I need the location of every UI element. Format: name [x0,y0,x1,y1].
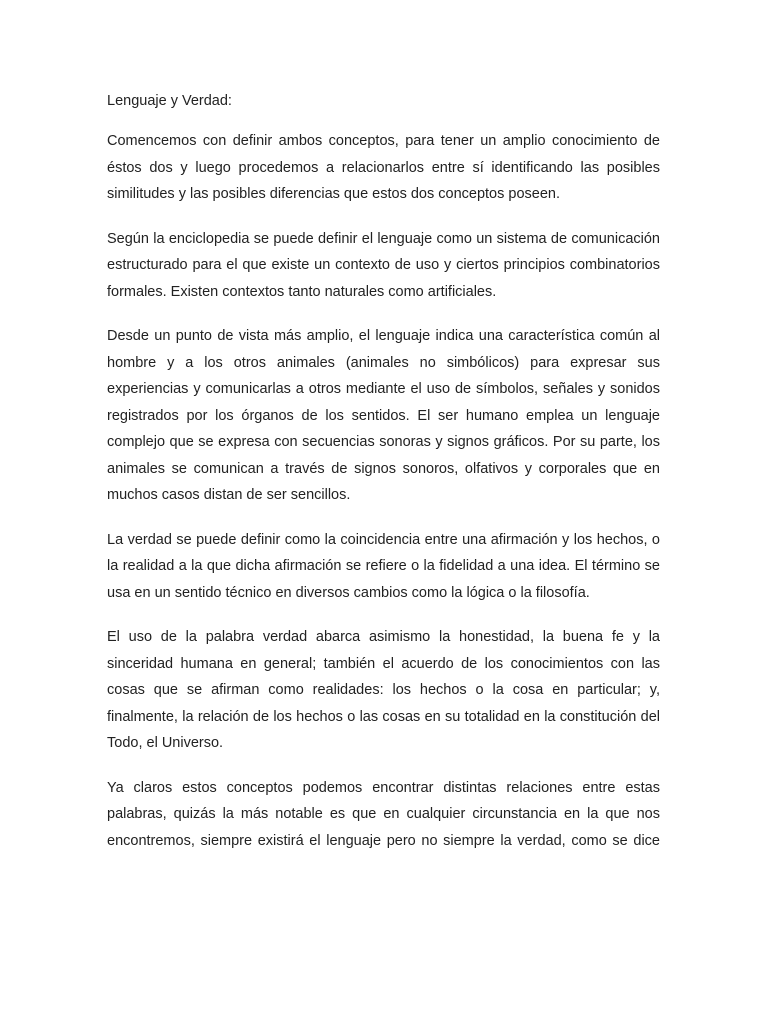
paragraph-intro: Comencemos con definir ambos conceptos, para tener un amplio conocimiento de éstos dos y luego procedemos a relacionarlos entre sí identificando las posibles similitudes y las posibles diferencias que estos dos conceptos poseen. [107,133,660,202]
document-title: Lenguaje y Verdad: [107,93,232,109]
paragraph-language-broad-view: Desde un punto de vista más amplio, el lenguaje indica una característica común al hombre y a los otros animales (animales no simbólicos) para expresar sus experiencias y comunicarlas a otros mediante el uso de símbolos, señales y sonidos registrados por los órganos de los sentidos. El ser humano emplea un lenguaje complejo que se expresa con secuencias sonoras y signos gráficos. Por su parte, los animales se comunican a través de signos sonoros, olfativos y corporales que en muchos casos distan de ser sencillos. [107,328,660,503]
document-page [107,88,660,872]
paragraph-truth-usage: El uso de la palabra verdad abarca asimismo la honestidad, la buena fe y la sinceridad humana en general; también el acuerdo de los conocimientos con las cosas que se afirman como realidades: los hechos o la cosa en particular; y, finalmente, la relación de los hechos o las cosas en su totalidad en la constitución del Todo, el Universo. [107,629,660,751]
paragraph-language-definition: Según la enciclopedia se puede definir el lenguaje como un sistema de comunicación estructurado para el que existe un contexto de uso y ciertos principios combinatorios formales. Existen contextos tanto naturales como artificiales. [107,230,660,300]
paragraph-truth-definition: La verdad se puede definir como la coincidencia entre una afirmación y los hechos, o la realidad a la que dicha afirmación se refiere o la fidelidad a una idea. El término se usa en un sentido técnico en diversos cambios como la lógica o la filosofía. [107,531,660,601]
paragraph-relations: Ya claros estos conceptos podemos encontrar distintas relaciones entre estas palabras, quizás la más notable es que en cualquier circunstancia en la que nos encontremos, siempre existirá el lenguaje pero no siempre la verdad, como se dice [107,779,660,849]
